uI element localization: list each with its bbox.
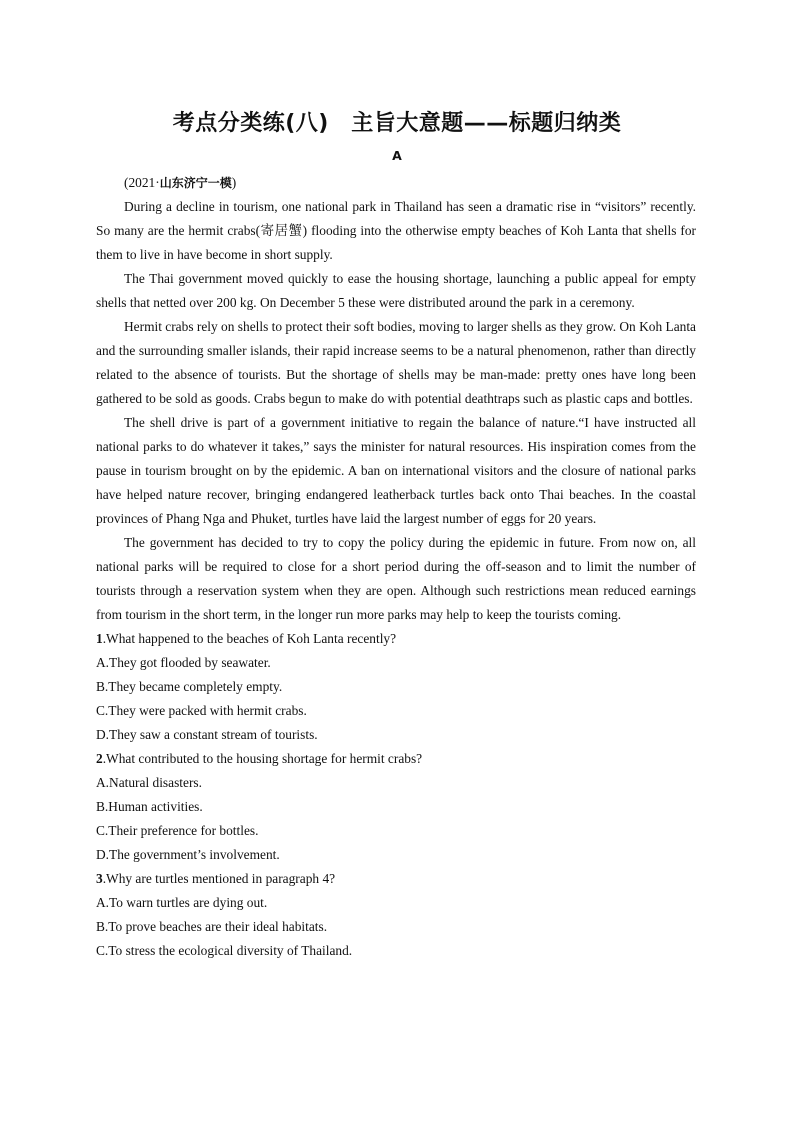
question-number: 3	[96, 871, 103, 886]
question-1-option-b: B.They became completely empty.	[96, 679, 283, 694]
question-2-option-a: A.Natural disasters.	[96, 775, 202, 790]
passage-paragraph-5: The government has decided to try to copy the policy during the epidemic in future. From now on, all national parks will be required to close for a short period during the off-season and to limit the number of tourists through a reservation system when they are open. Although such restrictions mean reduced earnings from tourism in the short term, in the longer run more parks may help to keep the tourists coming.	[96, 535, 696, 622]
passage-paragraph-2: The Thai government moved quickly to ease the housing shortage, launching a public appeal for empty shells that netted over 200 kg. On December 5 these were distributed around the park in a ceremony.	[96, 271, 696, 310]
question-stem: .What happened to the beaches of Koh Lanta recently?	[102, 631, 397, 646]
question-stem: .What contributed to the housing shortage for hermit crabs?	[102, 751, 423, 766]
passage-paragraph-3: Hermit crabs rely on shells to protect their soft bodies, moving to larger shells as they grow. On Koh Lanta and the surrounding smaller islands, their rapid increase seems to be a natural phenomenon, rather than directly related to the absence of tourists. But the shortage of shells may be man-made: pretty ones have long been gathered to be sold as goods. Crabs begun to make do with potential deathtraps such as plastic caps and bottles.	[96, 319, 696, 406]
source-note	[96, 171, 696, 195]
question-3	[96, 867, 696, 891]
question-3-option-a: A.To warn turtles are dying out.	[96, 895, 268, 910]
question-2-option-d: D.The government’s involvement.	[96, 847, 280, 862]
question-stem: .Why are turtles mentioned in paragraph 4?	[102, 871, 336, 886]
source-region: 山东济宁一模	[159, 176, 232, 190]
passage-paragraph-1: During a decline in tourism, one national park in Thailand has seen a dramatic rise in “visitors” recently. So many are the hermit crabs(寄居蟹) flooding into the otherwise empty beaches of Koh Lanta that shells for them to live in have become in short supply.	[96, 199, 696, 262]
source-close: )	[231, 175, 237, 190]
section-label: A	[392, 148, 402, 163]
passage-paragraph-4: The shell drive is part of a government initiative to regain the balance of nature.“I have instructed all national parks to do whatever it takes,” says the minister for natural resources. His inspiration comes from the pause in tourism brought on by the epidemic. A ban on international visitors and the closure of national parks have helped nature recover, bringing endangered leatherback turtles back onto Thai beaches. In the coastal provinces of Phang Nga and Phuket, turtles have laid the largest number of eggs for 20 years.	[96, 415, 696, 526]
document-body	[96, 171, 696, 963]
question-1-option-c: C.They were packed with hermit crabs.	[96, 703, 307, 718]
question-1	[96, 627, 696, 651]
question-1-option-d: D.They saw a constant stream of tourists.	[96, 727, 318, 742]
question-3-option-b: B.To prove beaches are their ideal habitats.	[96, 919, 328, 934]
page-title: 考点分类练(八) 主旨大意题——标题归纳类	[172, 111, 622, 136]
question-2-option-c: C.Their preference for bottles.	[96, 823, 259, 838]
question-2	[96, 747, 696, 771]
question-1-option-a: A.They got flooded by seawater.	[96, 655, 271, 670]
question-3-option-c: C.To stress the ecological diversity of Thailand.	[96, 943, 353, 958]
question-number: 1	[96, 631, 103, 646]
question-number: 2	[96, 751, 103, 766]
source-year: (2021·	[124, 175, 160, 190]
question-2-option-b: B.Human activities.	[96, 799, 203, 814]
